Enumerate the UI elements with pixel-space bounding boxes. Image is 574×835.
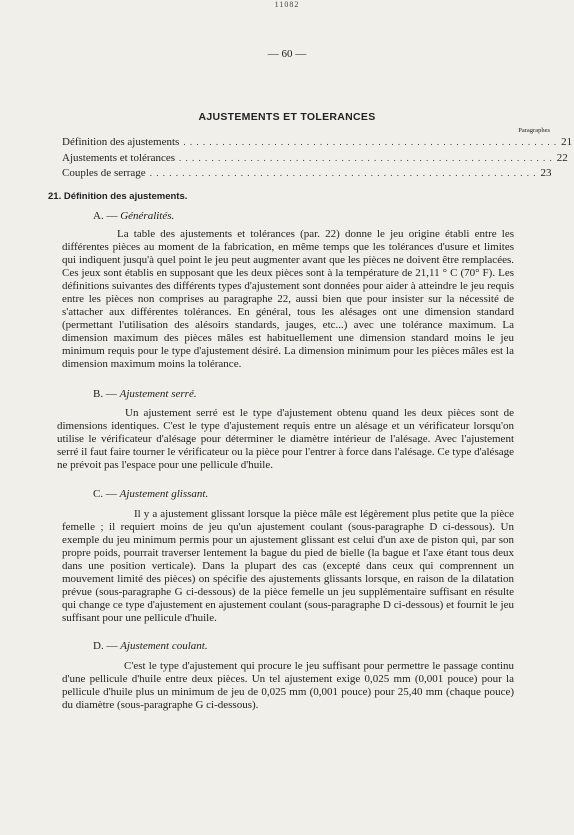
- toc-leader: . . . . . . . . . . . . . . . . . . . . . . . . . . . . . . . . . . . . . . . . . . . . . . . . . . . . . . . . . . . .: [149, 168, 537, 178]
- toc-row: [62, 136, 573, 150]
- subsection-heading: [93, 488, 208, 500]
- subsection-heading: [93, 388, 197, 400]
- page-title: AJUSTEMENTS ET TOLERANCES: [198, 111, 376, 123]
- paragraph: Un ajustement serré est le type d'ajustement obtenu quand les deux pièces sont de dimensions identiques. C'est le type d'ajustement requis entre un alésage et un vérificateur lorsqu'on utilise le vérificateur d'alésage pour déterminer le diamètre intérieur de l'alésage. Avec l'ajustement serré il faut faire tourner le vérificateur ou la pièce pour l'entrer à force dans l'alésage. Ce type d'alésage ne prévoit pas l'espace pour une pellicule d'huile.: [57, 407, 514, 471]
- toc-label: Couples de serrage: [62, 167, 146, 179]
- toc-column-head: Paragraphes: [518, 127, 550, 134]
- subsection-letter: D. —: [93, 640, 118, 652]
- toc-para: 23: [540, 167, 552, 179]
- subsection-title: Ajustement coulant.: [120, 640, 208, 652]
- subsection-letter: A. —: [93, 210, 118, 222]
- section-title: 21. Définition des ajustements.: [48, 191, 188, 202]
- paragraph: C'est le type d'ajustement qui procure le jeu suffisant pour permettre le passage continu d'une pellicule d'huile entre deux pièces. Un tel ajustement exige 0,025 mm (0,001 pouce) pour la pellicule d'huile plus un minimum de jeu de 0,025 mm (0,001 pouce) pour 25,40 mm (chaque pouce) du diamètre (sous-paragraphe G ci-dessous).: [62, 660, 514, 711]
- toc-label: Définition des ajustements: [62, 136, 180, 148]
- toc-para: 21: [561, 136, 573, 148]
- subsection-title: Ajustement serré.: [119, 388, 197, 400]
- subsection-title: Ajustement glissant.: [119, 488, 209, 500]
- subsection-letter: C. —: [93, 488, 117, 500]
- top-mark: 11082: [274, 0, 300, 9]
- subsection-heading: [93, 640, 208, 652]
- toc-row: [62, 152, 568, 166]
- paragraph: Il y a ajustement glissant lorsque la pièce mâle est légèrement plus petite que la pièce femelle ; il requiert moins de jeu qu'un ajustement coulant (sous-paragraphe D ci-dessous). Un exemple du jeu minimum permis pour un ajustement glissant est celui d'un axe de piston qui, par son propre poids, pourrait traverser lentement la bague du pied de bielle (la bague et l'axe étant tous deux dans une position verticale). Dans la plupart des cas (excepté dans ceux qui comprennent un mouvement limité des pièces) on spécifie des ajustements glissants lorsque, en raison de la dilatation prévue (sous-paragraphe G ci-dessous) de la pièce femelle un jeu supplémentaire suffisant en résulte qui change ce type d'ajustement en ajustement coulant (sous-paragraphe D ci-dessous) et fournit le jeu suffisant pour une pellicule d'huile.: [62, 508, 514, 624]
- page-number: — 60 —: [267, 48, 307, 60]
- toc-para: 22: [556, 152, 568, 164]
- subsection-heading: [93, 210, 174, 222]
- toc-leader: . . . . . . . . . . . . . . . . . . . . . . . . . . . . . . . . . . . . . . . . . . . . . . . . . . . . . . . . . .: [183, 137, 558, 147]
- toc-row: [62, 167, 552, 181]
- paragraph: La table des ajustements et tolérances (par. 22) donne le jeu origine établi entre les différentes pièces au moment de la fabrication, en même temps que les tolérances d'usure et limites qui indiquent jusqu'à quel point le jeu peut augmenter avant que les pièces ne doivent être remplacées. Ces jeux sont établis en supposant que les deux pièces sont à la température de 21,11 ° C (70° F). Les définitions suivantes des différents types d'ajustement sont données pour aider à atteindre le jeu requis entre les pièces non comprises au paragraphe 22, aussi bien que pour insister sur la nécessité de s'attacher aux différentes tolérances. En général, tous les alésages ont une dimension standard (permettant l'utilisation des alésoirs standards, jauges, etc...) avec une tolérance maximum. La dimension maximum des pièces mâles est habituellement une dimension standard moins le jeu minimum requis pour le type d'ajustement désiré. La dimension minimum pour les pièces mâles est la dimension maximum moins la tolérance.: [62, 228, 514, 370]
- subsection-title: Généralités.: [120, 210, 175, 222]
- toc-leader: . . . . . . . . . . . . . . . . . . . . . . . . . . . . . . . . . . . . . . . . . . . . . . . . . . . . . . . . . .: [179, 153, 553, 163]
- toc-label: Ajustements et tolérances: [62, 152, 176, 164]
- subsection-letter: B. —: [93, 388, 117, 400]
